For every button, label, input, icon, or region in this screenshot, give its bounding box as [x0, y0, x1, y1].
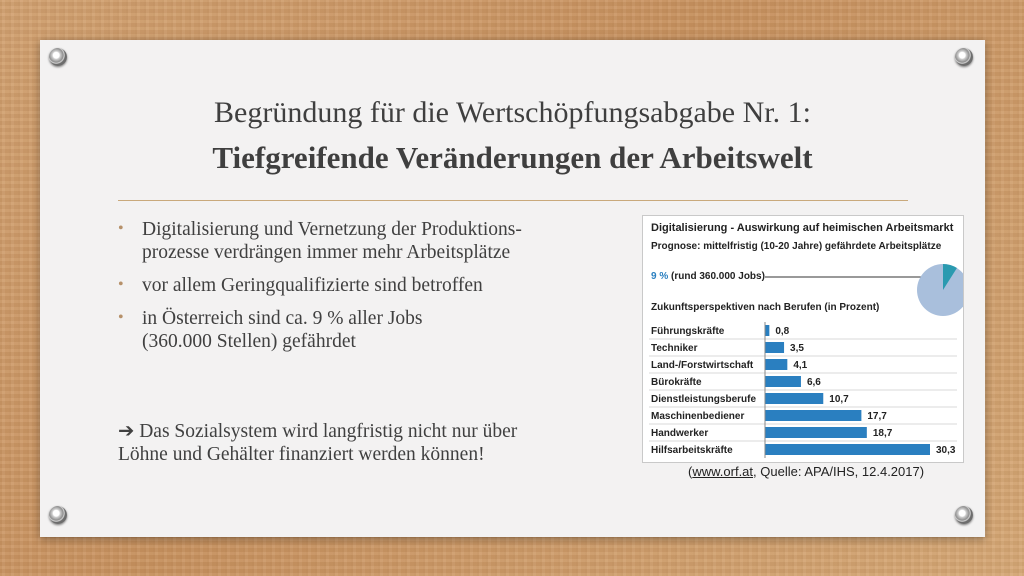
screw-icon: [955, 48, 973, 66]
screw-icon: [49, 48, 67, 66]
bar: [765, 342, 784, 353]
chart-svg: [643, 216, 963, 462]
bullet-item: [118, 274, 618, 297]
value-label: 3,5: [790, 343, 804, 354]
bullet-text: vor allem Geringqualifizierte sind betroffen: [142, 275, 483, 296]
bar: [765, 376, 801, 387]
chart-panel: [642, 215, 964, 463]
pie-note: (rund 360.000 Jobs): [671, 271, 765, 282]
chart-subtitle: Prognose: mittelfristig (10-20 Jahre) gefährdete Arbeitsplätze: [651, 241, 942, 252]
bar: [765, 410, 861, 421]
bar: [765, 325, 769, 336]
pie-percent: 9 %: [651, 271, 669, 282]
category-label: Hilfsarbeitskräfte: [651, 445, 733, 456]
bullet-icon: •: [118, 276, 124, 293]
title-line-2: Tiefgreifende Veränderungen der Arbeitswelt: [212, 140, 813, 175]
screw-icon: [955, 506, 973, 524]
slide: [40, 40, 985, 537]
value-label: 10,7: [829, 394, 849, 405]
bar: [765, 427, 867, 438]
bar-section-title: Zukunftsperspektiven nach Berufen (in Prozent): [651, 302, 880, 313]
bullet-icon: •: [118, 309, 124, 326]
category-label: Handwerker: [651, 428, 709, 439]
bar: [765, 359, 787, 370]
category-label: Techniker: [651, 343, 698, 354]
category-label: Maschinenbediener: [651, 411, 745, 422]
caption-open: (: [688, 464, 693, 479]
caption-rest: , Quelle: APA/IHS, 12.4.2017): [753, 464, 925, 479]
category-label: Land-/Forstwirtschaft: [651, 360, 754, 371]
bullet-item: [118, 218, 618, 264]
bullet-text: Digitalisierung und Vernetzung der Produktions- prozesse verdrängen immer mehr Arbeitsplätze: [142, 219, 522, 263]
bullet-item: [118, 307, 618, 353]
category-label: Bürokräfte: [651, 377, 702, 388]
bullet-icon: •: [118, 220, 124, 237]
value-label: 18,7: [872, 428, 893, 439]
category-label: Führungskräfte: [651, 326, 725, 337]
conclusion-text: ➔ Das Sozialsystem wird langfristig nicht nur über Löhne und Gehälter finanziert werden können!: [118, 421, 518, 465]
value-label: 30,3: [936, 445, 956, 456]
value-label: 4,1: [793, 360, 808, 371]
bullet-list: [118, 218, 618, 363]
chart-title: Digitalisierung - Auswirkung auf heimischen Arbeitsmarkt: [651, 222, 954, 234]
title-line-1: Begründung für die Wertschöpfungsabgabe Nr. 1:: [214, 96, 811, 129]
bullet-text: in Österreich sind ca. 9 % aller Jobs (360.000 Stellen) gefährdet: [142, 308, 423, 352]
value-label: 17,7: [867, 411, 887, 422]
category-label: Dienstleistungsberufe: [651, 394, 757, 405]
value-label: 0,8: [775, 326, 790, 337]
source-link[interactable]: www.orf.at: [692, 464, 754, 479]
screw-icon: [49, 506, 67, 524]
source-caption: [688, 464, 924, 479]
bar: [765, 393, 823, 404]
title-divider: [118, 200, 908, 201]
value-label: 6,6: [806, 377, 821, 388]
bar: [765, 444, 930, 455]
pie-slice-rest: [917, 264, 963, 316]
